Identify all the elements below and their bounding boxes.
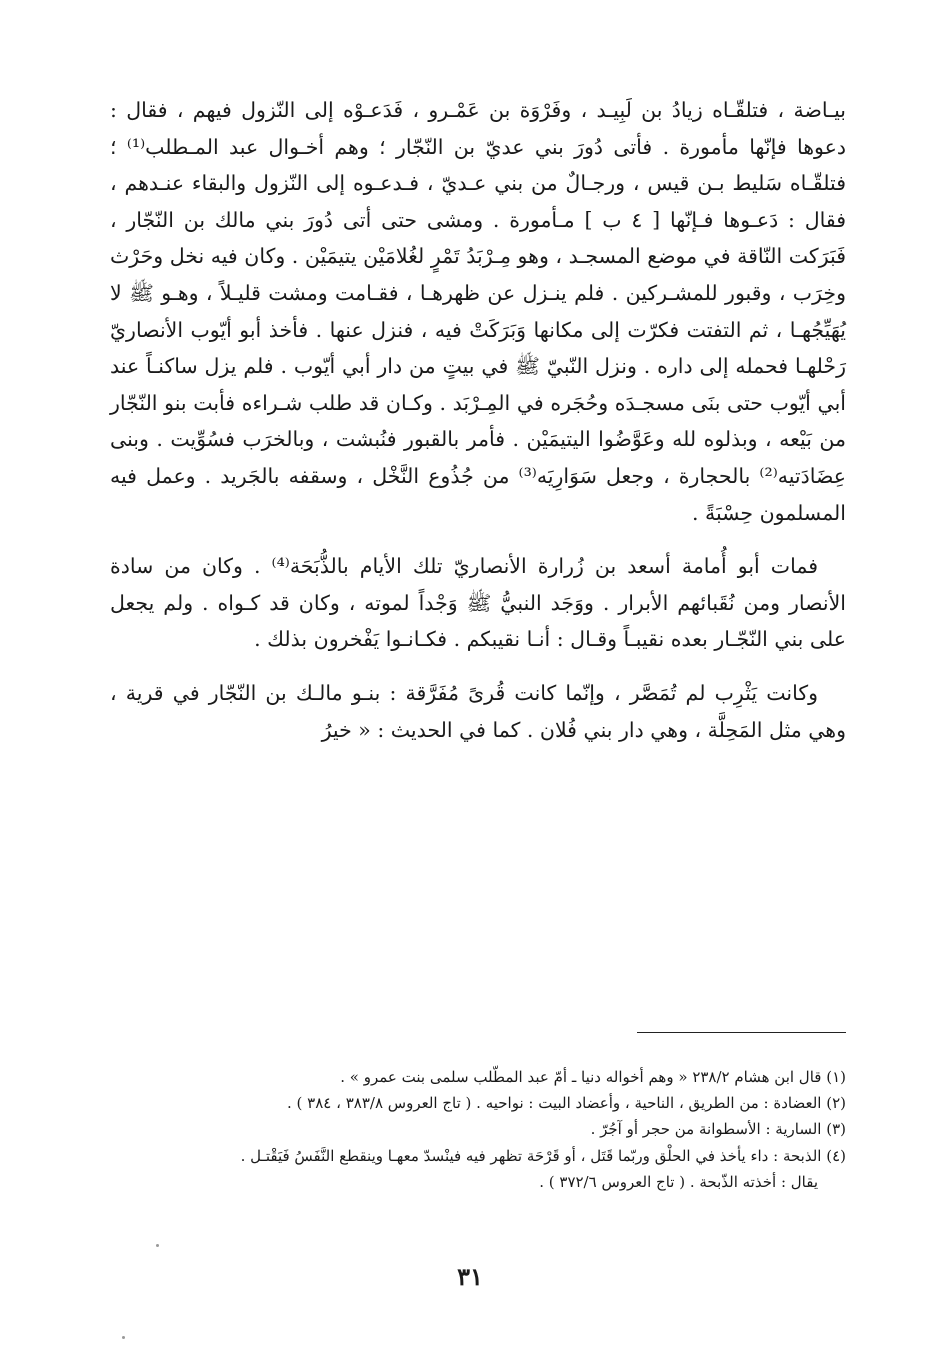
main-text — [110, 92, 846, 748]
footnote-3: (٣) السارية : الأسطوانة من حجر أو آجُرّ . — [590, 1120, 846, 1139]
footnote-4-continuation: يقال : أخذته الذّبحة . ( تاج العروس ٣٧٢/٦ ) . — [539, 1172, 818, 1191]
scan-speck — [122, 1336, 125, 1339]
footnote-1: (١) قال ابن هشام ٢٣٨/٢ « وهم أخواله دنيا ـ أمّ عبد المطّلب سلمى بنت عمرو » . — [340, 1068, 846, 1086]
paragraph-1: بيـاضة ، فتلقّـاه زيادُ بن لَبِيـد ، وفَرْوَة بن عَمْـرو ، فَدَعـوْه إلى النّزول فيهم ، فقال : دعوها فإنّها مأمورة . فأتى دُورَ بني عديّ بن النّجّار ؛ وهم أخـوال عبد المـطلب⁽¹⁾ ؛ فتلقّـاه سَليط بـن قيس ، ورجـالٌ من بني عـديّ ، فـدعـوه إلى النّزول والبقاء عنـدهم ، فقال : دَعـوها فـإنّها [ ٤ ب ] مـأمورة . ومشى حتى أتى دُورَ بني مالك بن النّجّار ، فَبَرَكت النّاقة في موضع المسجـد ، وهو مِـرْبَدُ تَمْرٍ لغُلامَيْن يتيمَيْن . وكان فيه نخل وحَرْث وخِرَب ، وقبور للمشـركين . فلم ينـزل عن ظهرهـا ، فقـامت ومشت قليـلاً ، وهـو ﷺ لا يُهَيِّجُهـا ، ثم التفتت فكرّت إلى مكانها وَبَرَكَتْ فيه ، فنزل عنها . فأخذ أبو أيّوب الأنصاريّ رَحْلهـا فحمله إلى داره . ونزل النّبيّ ﷺ في بيتٍ من دار أبي أيّوب . فلم يزل ساكنـاً عند أبي أيّوب حتى بنَى مسجـدَه وحُجَره في المِـرْبَد . وكـان قد طلب شـراءه فأبت بنو النّجّار من بَيْعه ، وبذلوه لله وعَوَّضُوا اليتيمَيْن . فأمر بالقبور فنُبشت ، وبالخرَب فسُوِّيت . وبنى عِضَادَتيه⁽²⁾ بالحجارة ، وجعل سَوَارِيَه⁽³⁾ من جُذُوع النَّخْل ، وسقفه بالجَريد . وعمل فيه المسلمون حِسْبَةً . — [110, 98, 847, 525]
paragraph-3: وكانت يَثْرِب لم تُمَصَّر ، وإنّما كانت قُرىً مُفَرَّقة : بنـو مالـك بن النّجّار في قرية ، وهي مثل المَحِلَّة ، وهي دار بني فُلان . كما في الحديث : « خيرُ — [110, 680, 846, 742]
footnote-2: (٢) العضادة : من الطريق ، الناحية ، وأعضاد البيت : نواحيه . ( تاج العروس ٣٨٣/٨ ، ٣٨٤ ) . — [287, 1094, 846, 1113]
footnote-4: (٤) الذبحة : داء يأخذ في الحلْق وربّما قَتَل ، أو قَرْحَة تظهر فيه فينْسدّ معهـا وينقطع النَّفَسُ فَيَقْتـل . — [240, 1146, 846, 1165]
page-number: ٣١ — [457, 1262, 483, 1291]
footnotes — [140, 1064, 846, 1195]
footnote-separator — [637, 1032, 846, 1033]
scan-speck — [156, 1244, 159, 1247]
paragraph-2: فمات أبو أُمامة أسعد بن زُرارة الأنصاريّ تلك الأيام بالذُّبَحَة⁽⁴⁾ . وكان من سادة الأنصار ومن نُقَبائهم الأبرار . ووَجَد النبيُّ ﷺ وَجْداً لموته ، وكان قد كـواه . ولم يجعل على بني النّجّـار بعده نقيبـاً وقـال : أنـا نقيبكم . فكـانـوا يَفْخرون بذلك . — [110, 554, 846, 652]
